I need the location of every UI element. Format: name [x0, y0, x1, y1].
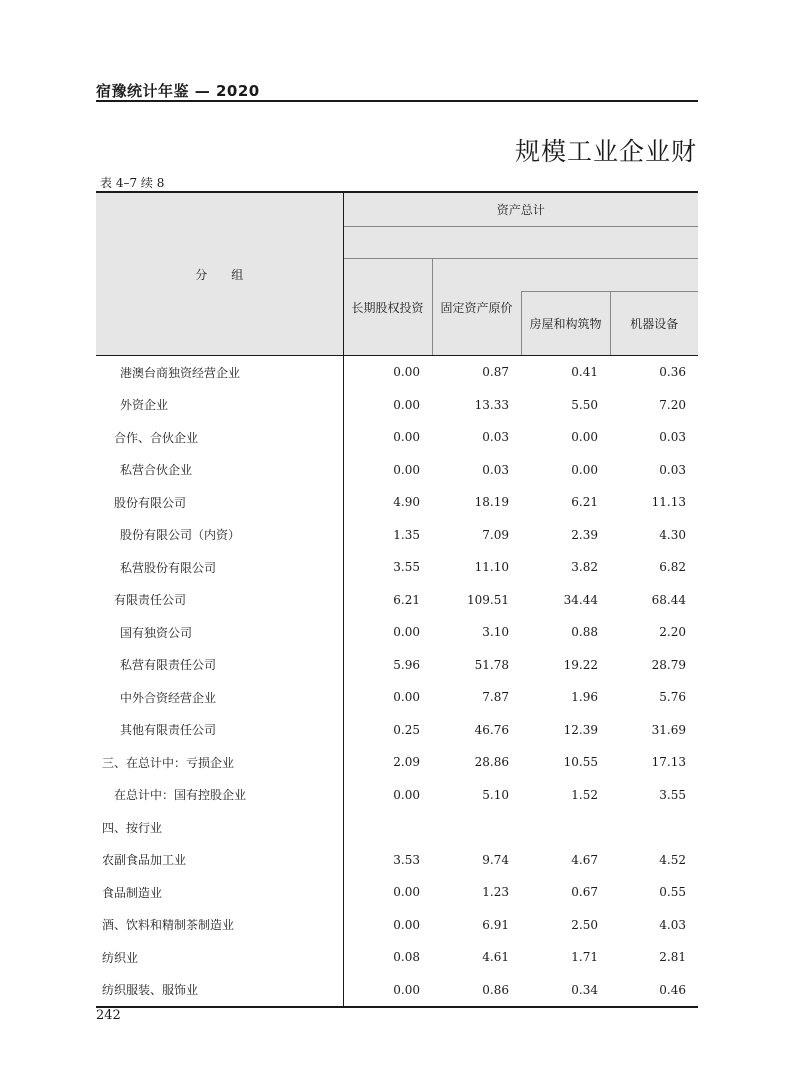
cell-value: 3.55: [659, 787, 687, 802]
table-row: [96, 746, 698, 779]
row-label: 私营合伙企业: [96, 454, 343, 487]
cell-value: 11.10: [474, 560, 509, 575]
cell-value: 0.00: [393, 885, 420, 900]
cell-value: 0.00: [393, 462, 420, 477]
cell-value: 0.03: [482, 430, 509, 445]
row-label: 股份有限公司: [96, 486, 343, 519]
cell-value: 5.10: [482, 787, 509, 802]
cell-value: 5.50: [571, 397, 598, 412]
cell-value: 7.09: [482, 527, 509, 542]
yearbook-header-title: 宿豫统计年鉴 — 2020: [96, 82, 260, 100]
table-row: [96, 584, 698, 617]
table-row: [96, 616, 698, 649]
cell-value: [343, 811, 432, 844]
cell-value: 4.03: [659, 917, 687, 932]
cell-value: 0.34: [521, 974, 610, 1008]
cell-value: 0.00: [393, 917, 420, 932]
header-spacer: [343, 227, 698, 259]
group-column-header: 分 组: [96, 192, 343, 356]
table-label: 表 4–7 续 8: [100, 176, 165, 190]
table-row: [96, 649, 698, 682]
cell-value: 10.55: [563, 755, 598, 770]
cell-value: 0.03: [659, 430, 687, 445]
cell-value: 0.00: [393, 690, 420, 705]
cell-value: 0.08: [393, 950, 420, 965]
cell-value: 4.90: [393, 495, 420, 510]
cell-value: 2.50: [571, 917, 598, 932]
cell-value: 4.30: [659, 527, 687, 542]
row-label: 合作、合伙企业: [96, 421, 343, 454]
cell-value: 109.51: [467, 592, 509, 607]
column-header-machinery: 机器设备: [610, 292, 698, 356]
cell-value: 2.39: [571, 527, 598, 542]
table-row: [96, 486, 698, 519]
row-label: 私营股份有限公司: [96, 551, 343, 584]
table-row: [96, 389, 698, 422]
cell-value: 0.03: [482, 462, 509, 477]
row-label: 外资企业: [96, 389, 343, 422]
row-label: 有限责任公司: [96, 584, 343, 617]
cell-value: 0.46: [610, 974, 698, 1008]
cell-value: 68.44: [651, 592, 687, 607]
table-row: [96, 519, 698, 552]
cell-value: 0.41: [571, 365, 598, 380]
row-label: 其他有限责任公司: [96, 714, 343, 747]
row-label: 中外合资经营企业: [96, 681, 343, 714]
cell-value: 0.55: [659, 885, 687, 900]
cell-value: 0.00: [571, 462, 598, 477]
cell-value: 28.86: [474, 755, 509, 770]
cell-value: 3.10: [482, 625, 509, 640]
table-row: [96, 356, 698, 389]
cell-value: 13.33: [474, 397, 509, 412]
cell-value: 1.52: [571, 787, 598, 802]
row-label: 酒、饮料和精制茶制造业: [96, 909, 343, 942]
table-row: [96, 714, 698, 747]
cell-value: 7.20: [659, 397, 687, 412]
cell-value: [610, 811, 698, 844]
row-label: 食品制造业: [96, 876, 343, 909]
cell-value: 1.96: [571, 690, 598, 705]
table-row: [96, 681, 698, 714]
table-row: [96, 974, 698, 1008]
cell-value: 51.78: [474, 657, 509, 672]
header-rule: [96, 100, 698, 102]
cell-value: 0.25: [393, 722, 420, 737]
section-title: 规模工业企业财: [514, 137, 697, 166]
row-label: 三、在总计中：亏损企业: [96, 746, 343, 779]
table-row: [96, 779, 698, 812]
row-label: 港澳台商独资经营企业: [96, 356, 343, 389]
cell-value: 2.20: [659, 625, 687, 640]
cell-value: 34.44: [563, 592, 598, 607]
cell-value: 4.67: [571, 852, 598, 867]
cell-value: 1.71: [571, 950, 598, 965]
cell-value: 0.87: [482, 365, 509, 380]
cell-value: 0.36: [659, 365, 687, 380]
table-row: [96, 844, 698, 877]
cell-value: 18.19: [474, 495, 509, 510]
cell-value: 17.13: [651, 755, 687, 770]
cell-value: 0.67: [571, 885, 598, 900]
cell-value: 0.00: [393, 625, 420, 640]
cell-value: [521, 811, 610, 844]
row-label: 四、按行业: [96, 811, 343, 844]
cell-value: 0.86: [432, 974, 521, 1008]
table-header: [96, 192, 698, 356]
column-header-buildings: 房屋和构筑物: [521, 292, 610, 356]
cell-value: 9.74: [482, 852, 509, 867]
statistics-table: [96, 191, 698, 1008]
total-assets-header: 资产总计: [343, 192, 698, 227]
cell-value: [432, 811, 521, 844]
table-row: [96, 909, 698, 942]
cell-value: 0.00: [393, 365, 420, 380]
row-label: 国有独资公司: [96, 616, 343, 649]
cell-value: 5.96: [393, 657, 420, 672]
row-label: 纺织服装、服饰业: [96, 974, 343, 1008]
table-row: [96, 811, 698, 844]
cell-value: 3.53: [393, 852, 420, 867]
table-body: [96, 356, 698, 1008]
cell-value: 6.21: [393, 592, 420, 607]
cell-value: 28.79: [651, 657, 687, 672]
cell-value: 1.35: [393, 527, 420, 542]
row-label: 私营有限责任公司: [96, 649, 343, 682]
page-number: 242: [96, 1008, 121, 1023]
cell-value: 0.03: [659, 462, 687, 477]
cell-value: 31.69: [651, 722, 687, 737]
cell-value: 0.00: [393, 430, 420, 445]
table-row: [96, 454, 698, 487]
cell-value: 6.91: [482, 917, 509, 932]
table-row: [96, 421, 698, 454]
cell-value: 0.00: [571, 430, 598, 445]
table-row: [96, 876, 698, 909]
cell-value: 4.52: [659, 852, 687, 867]
cell-value: 0.00: [393, 787, 420, 802]
column-header-long-term-equity: 长期股权投资: [343, 259, 432, 356]
cell-value: 0.88: [571, 625, 598, 640]
cell-value: 11.13: [651, 495, 687, 510]
cell-value: 2.81: [659, 950, 687, 965]
column-header-fixed-assets: 固定资产原价: [432, 259, 521, 356]
cell-value: 4.61: [482, 950, 509, 965]
cell-value: 12.39: [563, 722, 598, 737]
table-row: [96, 941, 698, 974]
cell-value: 46.76: [474, 722, 509, 737]
cell-value: 7.87: [482, 690, 509, 705]
cell-value: 1.23: [482, 885, 509, 900]
cell-value: 6.82: [659, 560, 687, 575]
header-spacer-2: [521, 259, 698, 292]
cell-value: 5.76: [659, 690, 687, 705]
cell-value: 6.21: [571, 495, 598, 510]
row-label: 股份有限公司（内资）: [96, 519, 343, 552]
table-row: [96, 551, 698, 584]
cell-value: 3.82: [571, 560, 598, 575]
row-label: 在总计中：国有控股企业: [96, 779, 343, 812]
cell-value: 19.22: [563, 657, 598, 672]
row-label: 纺织业: [96, 941, 343, 974]
row-label: 农副食品加工业: [96, 844, 343, 877]
cell-value: 0.00: [393, 397, 420, 412]
cell-value: 2.09: [393, 755, 420, 770]
cell-value: 0.00: [343, 974, 432, 1008]
cell-value: 3.55: [393, 560, 420, 575]
